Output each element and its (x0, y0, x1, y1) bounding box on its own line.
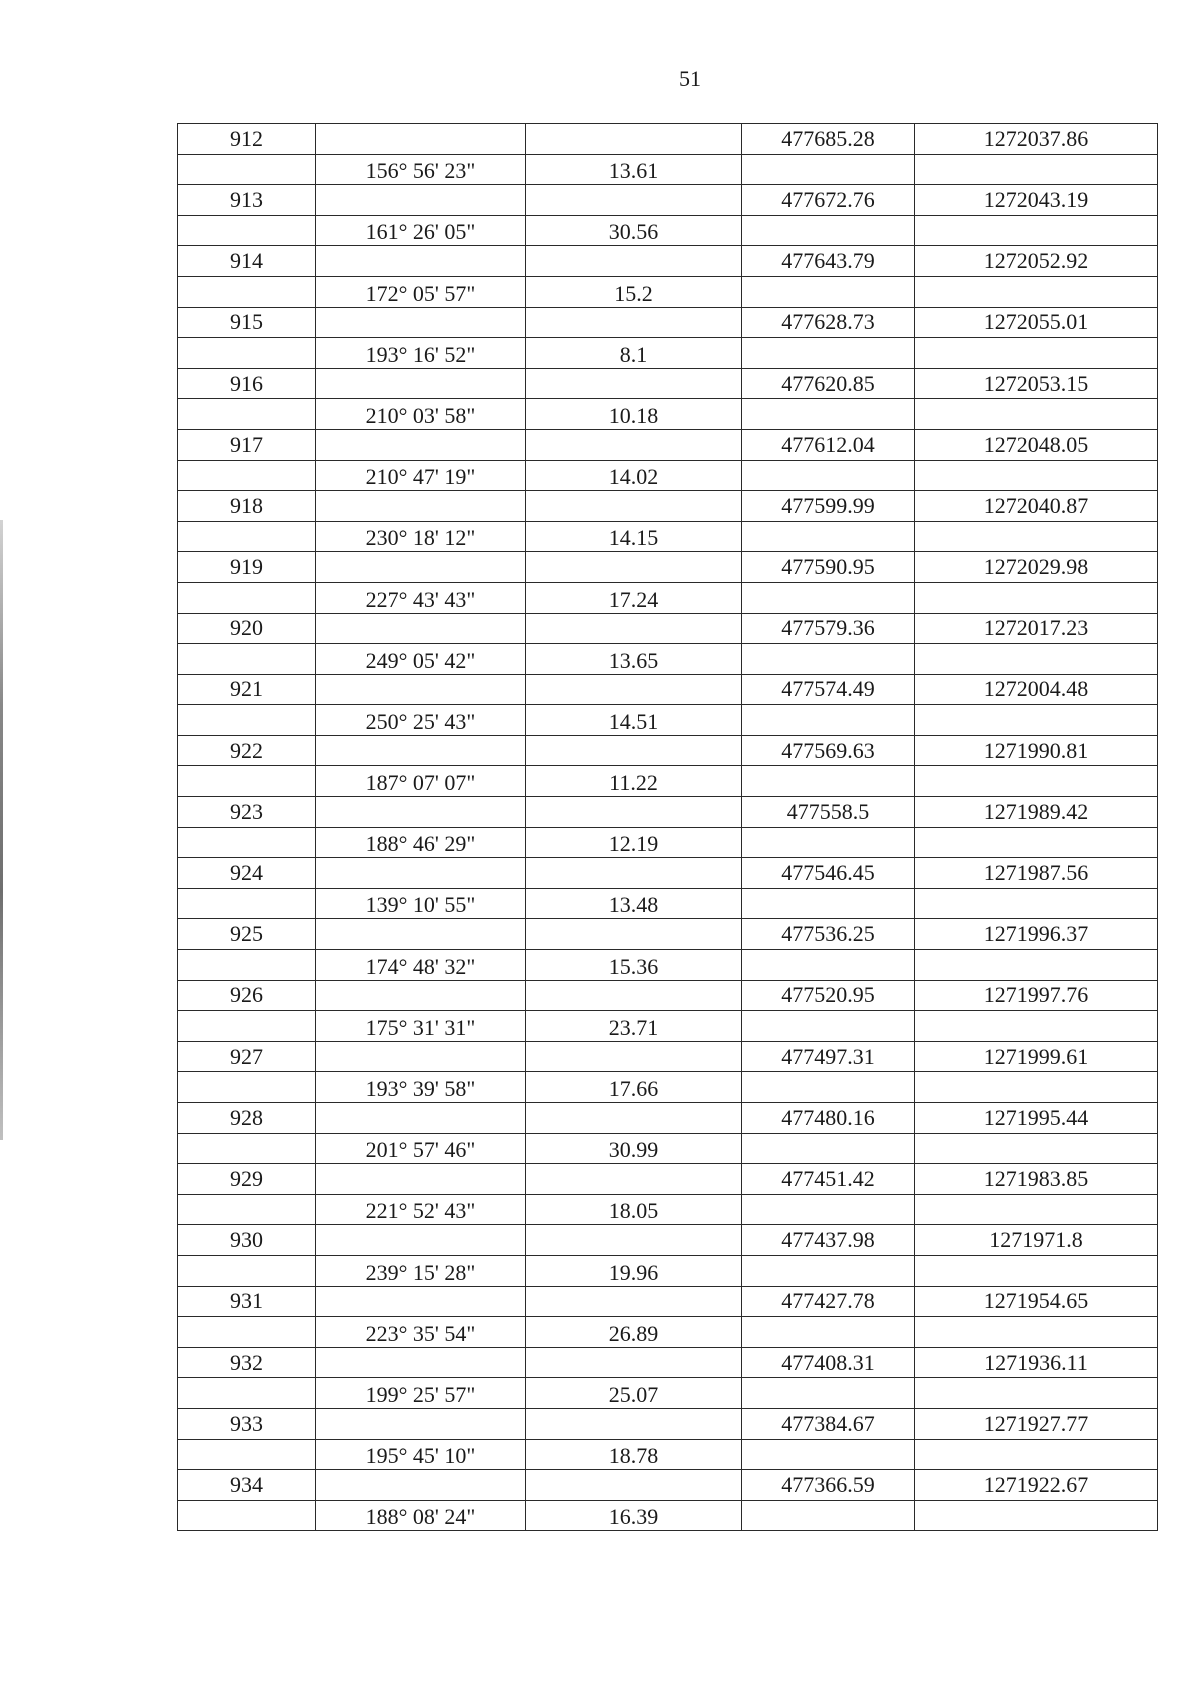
easting-cell (742, 1255, 915, 1286)
distance-cell (526, 185, 742, 216)
point-number-cell (178, 827, 316, 858)
point-number-cell (178, 521, 316, 552)
easting-cell (742, 1500, 915, 1531)
northing-cell (915, 521, 1158, 552)
bearing-cell: 227° 43' 43" (316, 582, 526, 613)
bearing-cell: 188° 08' 24" (316, 1500, 526, 1531)
bearing-cell: 201° 57' 46" (316, 1133, 526, 1164)
easting-cell (742, 1439, 915, 1470)
bearing-cell: 210° 03' 58" (316, 399, 526, 430)
point-row (178, 1470, 1158, 1501)
northing-cell: 1271922.67 (915, 1470, 1158, 1501)
point-number-cell (178, 1072, 316, 1103)
northing-cell: 1272040.87 (915, 491, 1158, 522)
easting-cell (742, 1133, 915, 1164)
easting-cell (742, 582, 915, 613)
point-row (178, 858, 1158, 889)
point-row (178, 1347, 1158, 1378)
point-number-cell (178, 1194, 316, 1225)
distance-cell: 16.39 (526, 1500, 742, 1531)
bearing-cell: 187° 07' 07" (316, 766, 526, 797)
point-row (178, 1164, 1158, 1195)
distance-cell (526, 674, 742, 705)
point-row (178, 674, 1158, 705)
point-row (178, 1041, 1158, 1072)
point-number-cell: 932 (178, 1347, 316, 1378)
easting-cell: 477497.31 (742, 1041, 915, 1072)
point-number-cell: 926 (178, 980, 316, 1011)
point-number-cell: 925 (178, 919, 316, 950)
northing-cell: 1272017.23 (915, 613, 1158, 644)
point-row (178, 1103, 1158, 1134)
point-number-cell (178, 399, 316, 430)
northing-cell (915, 338, 1158, 369)
distance-cell: 14.15 (526, 521, 742, 552)
northing-cell: 1271971.8 (915, 1225, 1158, 1256)
distance-cell: 17.66 (526, 1072, 742, 1103)
easting-cell: 477546.45 (742, 858, 915, 889)
bearing-cell: 139° 10' 55" (316, 888, 526, 919)
bearing-cell (316, 919, 526, 950)
distance-cell: 13.48 (526, 888, 742, 919)
distance-cell: 11.22 (526, 766, 742, 797)
bearing-cell: 193° 39' 58" (316, 1072, 526, 1103)
easting-cell (742, 827, 915, 858)
leg-row (178, 399, 1158, 430)
bearing-cell: 193° 16' 52" (316, 338, 526, 369)
distance-cell (526, 307, 742, 338)
leg-row (178, 582, 1158, 613)
bearing-cell (316, 1103, 526, 1134)
northing-cell: 1271996.37 (915, 919, 1158, 950)
bearing-cell: 174° 48' 32" (316, 950, 526, 981)
leg-row (178, 888, 1158, 919)
northing-cell (915, 888, 1158, 919)
easting-cell (742, 460, 915, 491)
northing-cell: 1272029.98 (915, 552, 1158, 583)
point-number-cell (178, 1439, 316, 1470)
scan-edge-shadow (0, 520, 3, 1140)
point-row (178, 1286, 1158, 1317)
easting-cell: 477590.95 (742, 552, 915, 583)
point-number-cell (178, 1011, 316, 1042)
easting-cell (742, 338, 915, 369)
northing-cell (915, 1439, 1158, 1470)
bearing-cell (316, 368, 526, 399)
northing-cell (915, 276, 1158, 307)
distance-cell: 30.99 (526, 1133, 742, 1164)
bearing-cell: 249° 05' 42" (316, 644, 526, 675)
point-row (178, 246, 1158, 277)
easting-cell (742, 705, 915, 736)
bearing-cell (316, 1041, 526, 1072)
bearing-cell (316, 1164, 526, 1195)
northing-cell (915, 1072, 1158, 1103)
point-row (178, 307, 1158, 338)
point-number-cell: 913 (178, 185, 316, 216)
leg-row (178, 1255, 1158, 1286)
bearing-cell (316, 124, 526, 155)
distance-cell: 25.07 (526, 1378, 742, 1409)
point-number-cell (178, 950, 316, 981)
bearing-cell (316, 980, 526, 1011)
distance-cell (526, 1103, 742, 1134)
survey-coordinates-table (177, 123, 1158, 1531)
distance-cell: 14.02 (526, 460, 742, 491)
easting-cell (742, 950, 915, 981)
bearing-cell (316, 1347, 526, 1378)
point-number-cell: 928 (178, 1103, 316, 1134)
point-number-cell (178, 1317, 316, 1348)
northing-cell: 1271997.76 (915, 980, 1158, 1011)
distance-cell: 18.78 (526, 1439, 742, 1470)
northing-cell: 1272004.48 (915, 674, 1158, 705)
northing-cell (915, 1255, 1158, 1286)
point-number-cell: 921 (178, 674, 316, 705)
bearing-cell (316, 552, 526, 583)
distance-cell (526, 491, 742, 522)
northing-cell (915, 582, 1158, 613)
bearing-cell (316, 429, 526, 460)
easting-cell (742, 1194, 915, 1225)
easting-cell: 477480.16 (742, 1103, 915, 1134)
northing-cell (915, 644, 1158, 675)
bearing-cell (316, 1225, 526, 1256)
bearing-cell: 221° 52' 43" (316, 1194, 526, 1225)
easting-cell: 477620.85 (742, 368, 915, 399)
point-number-cell (178, 1378, 316, 1409)
distance-cell (526, 1041, 742, 1072)
distance-cell: 23.71 (526, 1011, 742, 1042)
easting-cell (742, 521, 915, 552)
bearing-cell: 195° 45' 10" (316, 1439, 526, 1470)
distance-cell (526, 858, 742, 889)
northing-cell (915, 827, 1158, 858)
bearing-cell (316, 797, 526, 828)
easting-cell: 477408.31 (742, 1347, 915, 1378)
point-number-cell: 924 (178, 858, 316, 889)
point-number-cell (178, 215, 316, 246)
bearing-cell (316, 1470, 526, 1501)
leg-row (178, 827, 1158, 858)
bearing-cell: 175° 31' 31" (316, 1011, 526, 1042)
distance-cell (526, 1286, 742, 1317)
leg-row (178, 215, 1158, 246)
point-row (178, 491, 1158, 522)
northing-cell (915, 1011, 1158, 1042)
northing-cell: 1272052.92 (915, 246, 1158, 277)
distance-cell: 15.2 (526, 276, 742, 307)
point-number-cell: 917 (178, 429, 316, 460)
bearing-cell: 223° 35' 54" (316, 1317, 526, 1348)
northing-cell (915, 399, 1158, 430)
northing-cell (915, 705, 1158, 736)
bearing-cell: 210° 47' 19" (316, 460, 526, 491)
bearing-cell: 156° 56' 23" (316, 154, 526, 185)
distance-cell (526, 1164, 742, 1195)
point-number-cell: 922 (178, 735, 316, 766)
easting-cell (742, 644, 915, 675)
point-row (178, 613, 1158, 644)
point-row (178, 1225, 1158, 1256)
northing-cell: 1271999.61 (915, 1041, 1158, 1072)
distance-cell: 17.24 (526, 582, 742, 613)
bearing-cell: 250° 25' 43" (316, 705, 526, 736)
easting-cell (742, 1378, 915, 1409)
easting-cell: 477536.25 (742, 919, 915, 950)
distance-cell (526, 246, 742, 277)
easting-cell: 477612.04 (742, 429, 915, 460)
easting-cell (742, 399, 915, 430)
northing-cell (915, 950, 1158, 981)
point-number-cell: 934 (178, 1470, 316, 1501)
bearing-cell (316, 491, 526, 522)
northing-cell: 1271983.85 (915, 1164, 1158, 1195)
distance-cell: 19.96 (526, 1255, 742, 1286)
point-number-cell: 918 (178, 491, 316, 522)
leg-row (178, 766, 1158, 797)
easting-cell: 477685.28 (742, 124, 915, 155)
northing-cell: 1271954.65 (915, 1286, 1158, 1317)
easting-cell (742, 1011, 915, 1042)
point-number-cell: 929 (178, 1164, 316, 1195)
bearing-cell: 230° 18' 12" (316, 521, 526, 552)
northing-cell (915, 1317, 1158, 1348)
point-number-cell: 923 (178, 797, 316, 828)
distance-cell (526, 124, 742, 155)
point-number-cell: 919 (178, 552, 316, 583)
point-number-cell (178, 1133, 316, 1164)
leg-row (178, 154, 1158, 185)
leg-row (178, 1133, 1158, 1164)
easting-cell (742, 766, 915, 797)
point-number-cell (178, 644, 316, 675)
point-number-cell (178, 154, 316, 185)
easting-cell: 477366.59 (742, 1470, 915, 1501)
bearing-cell (316, 735, 526, 766)
point-number-cell (178, 460, 316, 491)
easting-cell (742, 1072, 915, 1103)
distance-cell: 30.56 (526, 215, 742, 246)
easting-cell: 477427.78 (742, 1286, 915, 1317)
point-row (178, 124, 1158, 155)
distance-cell: 8.1 (526, 338, 742, 369)
bearing-cell (316, 1408, 526, 1439)
distance-cell (526, 735, 742, 766)
leg-row (178, 1439, 1158, 1470)
point-number-cell (178, 1255, 316, 1286)
easting-cell: 477599.99 (742, 491, 915, 522)
point-number-cell: 915 (178, 307, 316, 338)
distance-cell: 18.05 (526, 1194, 742, 1225)
point-number-cell: 916 (178, 368, 316, 399)
northing-cell: 1271995.44 (915, 1103, 1158, 1134)
leg-row (178, 1378, 1158, 1409)
leg-row (178, 1011, 1158, 1042)
distance-cell: 10.18 (526, 399, 742, 430)
leg-row (178, 644, 1158, 675)
leg-row (178, 950, 1158, 981)
point-number-cell (178, 888, 316, 919)
leg-row (178, 460, 1158, 491)
distance-cell (526, 797, 742, 828)
distance-cell: 14.51 (526, 705, 742, 736)
point-number-cell (178, 705, 316, 736)
page-number: 51 (679, 66, 701, 91)
bearing-cell (316, 246, 526, 277)
easting-cell: 477558.5 (742, 797, 915, 828)
point-row (178, 429, 1158, 460)
leg-row (178, 521, 1158, 552)
northing-cell (915, 460, 1158, 491)
northing-cell: 1271990.81 (915, 735, 1158, 766)
leg-row (178, 705, 1158, 736)
point-row (178, 797, 1158, 828)
bearing-cell (316, 1286, 526, 1317)
bearing-cell: 161° 26' 05" (316, 215, 526, 246)
point-row (178, 735, 1158, 766)
leg-row (178, 276, 1158, 307)
point-number-cell: 914 (178, 246, 316, 277)
point-row (178, 919, 1158, 950)
easting-cell (742, 215, 915, 246)
leg-row (178, 1194, 1158, 1225)
point-row (178, 980, 1158, 1011)
point-row (178, 552, 1158, 583)
distance-cell: 13.61 (526, 154, 742, 185)
northing-cell (915, 215, 1158, 246)
bearing-cell (316, 185, 526, 216)
point-number-cell: 920 (178, 613, 316, 644)
northing-cell: 1272053.15 (915, 368, 1158, 399)
bearing-cell (316, 858, 526, 889)
easting-cell: 477672.76 (742, 185, 915, 216)
easting-cell (742, 276, 915, 307)
northing-cell: 1272048.05 (915, 429, 1158, 460)
northing-cell: 1272037.86 (915, 124, 1158, 155)
bearing-cell (316, 613, 526, 644)
northing-cell (915, 1194, 1158, 1225)
northing-cell (915, 154, 1158, 185)
bearing-cell: 172° 05' 57" (316, 276, 526, 307)
bearing-cell: 239° 15' 28" (316, 1255, 526, 1286)
easting-cell: 477451.42 (742, 1164, 915, 1195)
point-number-cell (178, 338, 316, 369)
bearing-cell: 199° 25' 57" (316, 1378, 526, 1409)
distance-cell (526, 552, 742, 583)
leg-row (178, 1500, 1158, 1531)
point-number-cell: 930 (178, 1225, 316, 1256)
distance-cell: 26.89 (526, 1317, 742, 1348)
distance-cell (526, 1408, 742, 1439)
easting-cell: 477574.49 (742, 674, 915, 705)
northing-cell (915, 1500, 1158, 1531)
distance-cell (526, 980, 742, 1011)
northing-cell (915, 1378, 1158, 1409)
point-number-cell (178, 582, 316, 613)
easting-cell: 477643.79 (742, 246, 915, 277)
easting-cell: 477579.36 (742, 613, 915, 644)
distance-cell (526, 429, 742, 460)
point-number-cell: 933 (178, 1408, 316, 1439)
distance-cell (526, 1470, 742, 1501)
northing-cell: 1272043.19 (915, 185, 1158, 216)
distance-cell (526, 368, 742, 399)
bearing-cell (316, 674, 526, 705)
point-number-cell: 931 (178, 1286, 316, 1317)
survey-table-body (178, 124, 1158, 1531)
point-row (178, 368, 1158, 399)
bearing-cell: 188° 46' 29" (316, 827, 526, 858)
easting-cell: 477628.73 (742, 307, 915, 338)
easting-cell (742, 888, 915, 919)
distance-cell (526, 919, 742, 950)
northing-cell: 1272055.01 (915, 307, 1158, 338)
point-number-cell (178, 276, 316, 307)
point-number-cell: 927 (178, 1041, 316, 1072)
northing-cell: 1271987.56 (915, 858, 1158, 889)
northing-cell: 1271936.11 (915, 1347, 1158, 1378)
distance-cell (526, 1347, 742, 1378)
distance-cell: 12.19 (526, 827, 742, 858)
easting-cell: 477437.98 (742, 1225, 915, 1256)
northing-cell (915, 766, 1158, 797)
distance-cell (526, 1225, 742, 1256)
leg-row (178, 338, 1158, 369)
point-row (178, 185, 1158, 216)
easting-cell (742, 1317, 915, 1348)
northing-cell: 1271927.77 (915, 1408, 1158, 1439)
northing-cell (915, 1133, 1158, 1164)
easting-cell (742, 154, 915, 185)
easting-cell: 477520.95 (742, 980, 915, 1011)
point-number-cell (178, 766, 316, 797)
distance-cell: 13.65 (526, 644, 742, 675)
point-number-cell: 912 (178, 124, 316, 155)
point-number-cell (178, 1500, 316, 1531)
easting-cell: 477569.63 (742, 735, 915, 766)
point-row (178, 1408, 1158, 1439)
distance-cell: 15.36 (526, 950, 742, 981)
leg-row (178, 1317, 1158, 1348)
distance-cell (526, 613, 742, 644)
bearing-cell (316, 307, 526, 338)
northing-cell: 1271989.42 (915, 797, 1158, 828)
easting-cell: 477384.67 (742, 1408, 915, 1439)
leg-row (178, 1072, 1158, 1103)
